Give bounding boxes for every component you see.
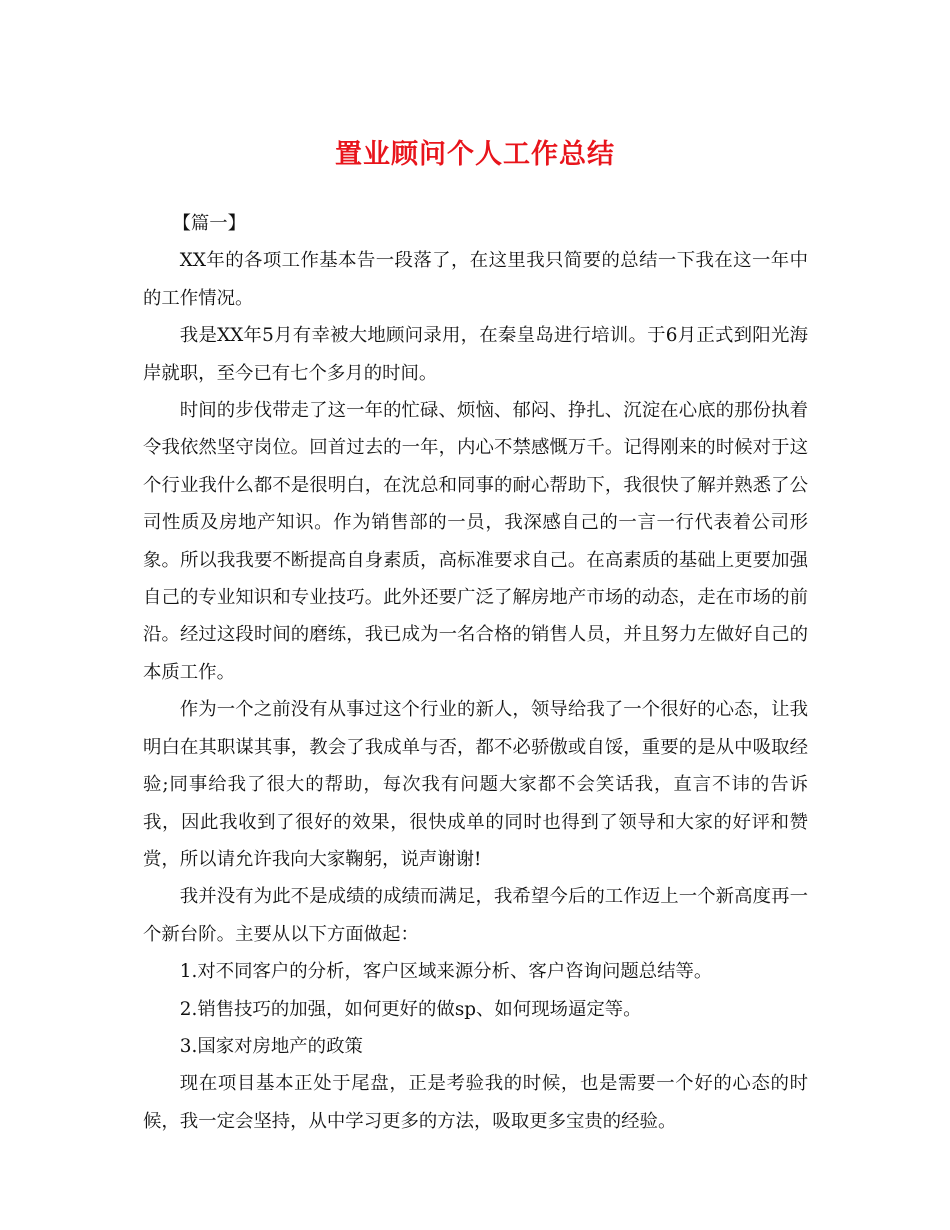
document-body xyxy=(143,205,808,1140)
paragraph-conclusion: 现在项目基本正处于尾盘，正是考验我的时候，也是需要一个好的心态的时候，我一定会坚持，从中学习更多的方法，吸取更多宝贵的经验。 xyxy=(143,1073,808,1132)
document-title: 置业顾问个人工作总结 xyxy=(335,139,615,170)
section-label: 【篇一】 xyxy=(172,213,247,234)
list-item-1: 1.对不同客户的分析，客户区域来源分析、客户咨询问题总结等。 xyxy=(179,961,713,983)
paragraph-gratitude: 作为一个之前没有从事过这个行业的新人，领导给我了一个很好的心态，让我明白在其职谋其事，教会了我成单与否，都不必骄傲或自馁，重要的是从中吸取经验;同事给我了很大的帮助，每次我有问题大家都不会笑话我，直言不讳的告诉我，因此我收到了很好的效果，很快成单的同时也得到了领导和大家的好评和赞赏，所以请允许我向大家鞠躬，说声谢谢! xyxy=(143,699,808,870)
list-item-3: 3.国家对房地产的政策 xyxy=(179,1035,363,1057)
paragraph-goals: 我并没有为此不是成绩的成绩而满足，我希望今后的工作迈上一个新高度再一个新台阶。主要从以下方面做起： xyxy=(143,886,808,945)
list-item-2: 2.销售技巧的加强，如何更好的做sp、如何现场逼定等。 xyxy=(179,998,642,1020)
paragraph-reflection: 时间的步伐带走了这一年的忙碌、烦恼、郁闷、挣扎、沉淀在心底的那份执着令我依然坚守岗位。回首过去的一年，内心不禁感慨万千。记得刚来的时候对于这个行业我什么都不是很明白，在沈总和同事的耐心帮助下，我很快了解并熟悉了公司性质及房地产知识。作为销售部的一员，我深感自己的一言一行代表着公司形象。所以我我要不断提高自身素质，高标准要求自己。在高素质的基础上更要加强自己的专业知识和专业技巧。此外还要广泛了解房地产市场的动态，走在市场的前沿。经过这段时间的磨练，我已成为一名合格的销售人员，并且努力左做好自己的本质工作。 xyxy=(143,400,808,683)
paragraph-intro: XX年的各项工作基本告一段落了，在这里我只简要的总结一下我在这一年中的工作情况。 xyxy=(143,250,808,309)
paragraph-hiring: 我是XX年5月有幸被大地顾问录用，在秦皇岛进行培训。于6月正式到阳光海岸就职，至今已有七个多月的时间。 xyxy=(143,325,808,384)
